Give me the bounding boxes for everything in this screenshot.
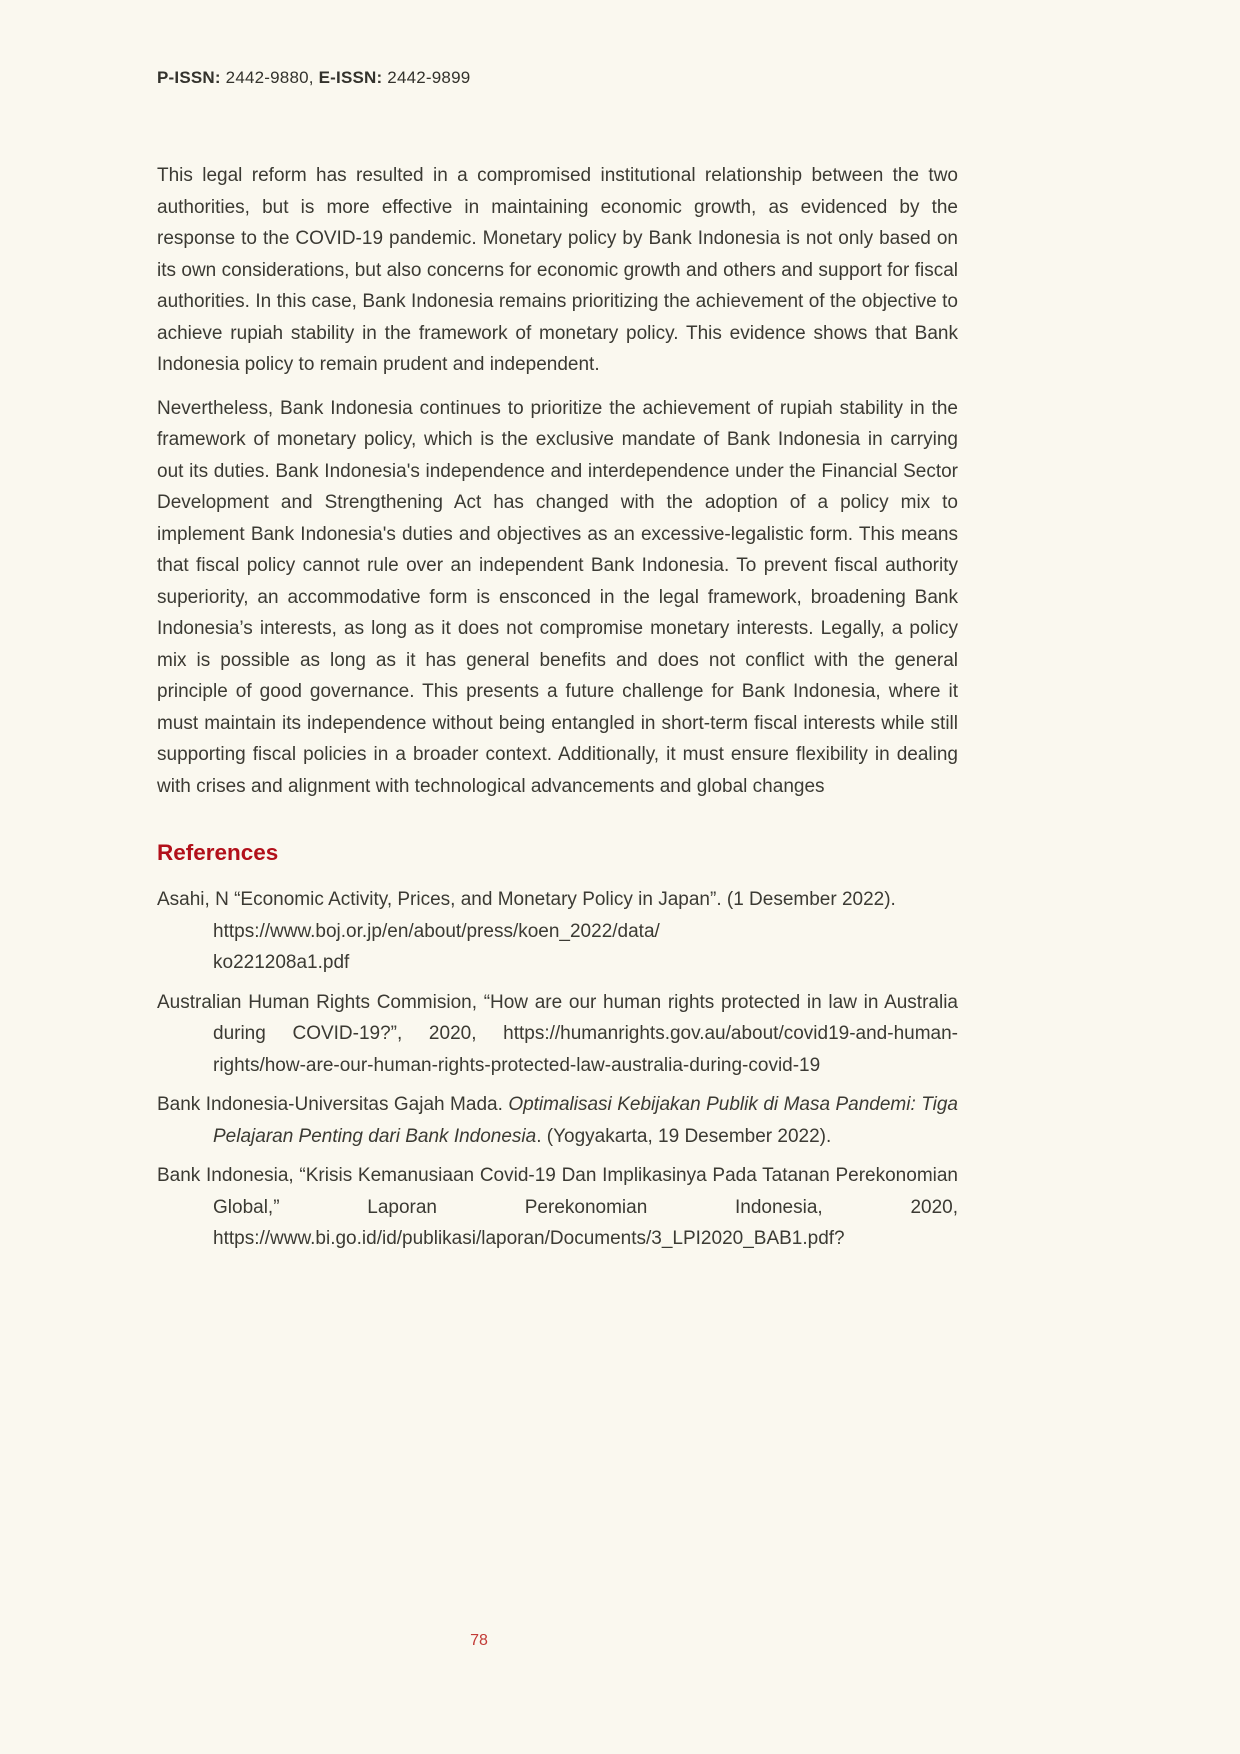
reference-url: ko221208a1.pdf [213, 952, 350, 973]
paragraph-rupiah-stability: Nevertheless, Bank Indonesia continues to prioritize the achievement of rupiah stability in the framework of monetary policy, which is the exclusive mandate of Bank Indonesia in carrying out its duties. Bank Indonesia's independence and interdependence under the Financial Sector Development and Strengthening Act has changed with the adoption of a policy mix to implement Bank Indonesia's duties and objectives as an excessive-legalistic form. This means that fiscal policy cannot rule over an independent Bank Indonesia. To prevent fiscal authority superiority, an accommodative form is ensconced in the legal framework, broadening Bank Indonesia’s interests, as long as it does not compromise monetary interests. Legally, a policy mix is possible as long as it has general benefits and does not conflict with the general principle of good governance. This presents a future challenge for Bank Indonesia, where it must maintain its independence without being entangled in short-term fiscal interests while still supporting fiscal policies in a broader context. Additionally, it must ensure flexibility in dealing with crises and alignment with technological advancements and global changes [157, 397, 958, 797]
reference-url: https://www.boj.or.jp/en/about/press/koen_2022/data/ [213, 920, 660, 942]
page-number: 78 [470, 1632, 488, 1649]
reference-list [157, 884, 958, 1255]
reference-text: Asahi, N “Economic Activity, Prices, and Monetary Policy in Japan”. (1 Desember 2022). [157, 889, 896, 910]
reference-text: . (Yogyakarta, 19 Desember 2022). [536, 1125, 832, 1147]
references-heading: References [157, 840, 279, 865]
reference-entry-asahi [157, 884, 958, 979]
reference-entry-bank-indonesia-ugm [157, 1089, 958, 1152]
reference-entry-bank-indonesia-krisis: Bank Indonesia, “Krisis Kemanusiaan Covid-19 Dan Implikasinya Pada Tatanan Perekonomian Global,” Laporan Perekonomian Indonesia, 2020, https://www.bi.go.id/id/publikasi/laporan/Documents/3_LPI2020_BAB1.pdf? [157, 1165, 958, 1249]
paragraph-legal-reform: This legal reform has resulted in a compromised institutional relationship between the two authorities, but is more effective in maintaining economic growth, as evidenced by the response to the COVID-19 pandemic. Monetary policy by Bank Indonesia is not only based on its own considerations, but also concerns for economic growth and others and support for fiscal authorities. In this case, Bank Indonesia remains prioritizing the achievement of the objective to achieve rupiah stability in the framework of monetary policy. This evidence shows that Bank Indonesia policy to remain prudent and independent. [157, 165, 958, 375]
e-issn-value: 2442-9899 [387, 68, 471, 87]
p-issn-label: P-ISSN: [157, 68, 226, 87]
p-issn-value: 2442-9880, [225, 68, 319, 87]
reference-text: Bank Indonesia-Universitas Gajah Mada. [157, 1094, 509, 1115]
issn-header [157, 66, 958, 90]
reference-entry-australian-human-rights: Australian Human Rights Commision, “How are our human rights protected in law in Australia during COVID-19?”, 2020, https://humanrights.gov.au/about/covid19-and-human-rights/how-are-our-human-rights-protected-law-australia-during-covid-19 [157, 991, 958, 1076]
e-issn-label: E-ISSN: [318, 68, 388, 87]
reference-title-italic: Optimalisasi Kebijakan Publik di Masa Pandemi: Tiga Pelajaran Penting dari Bank Indonesia [213, 1094, 958, 1147]
